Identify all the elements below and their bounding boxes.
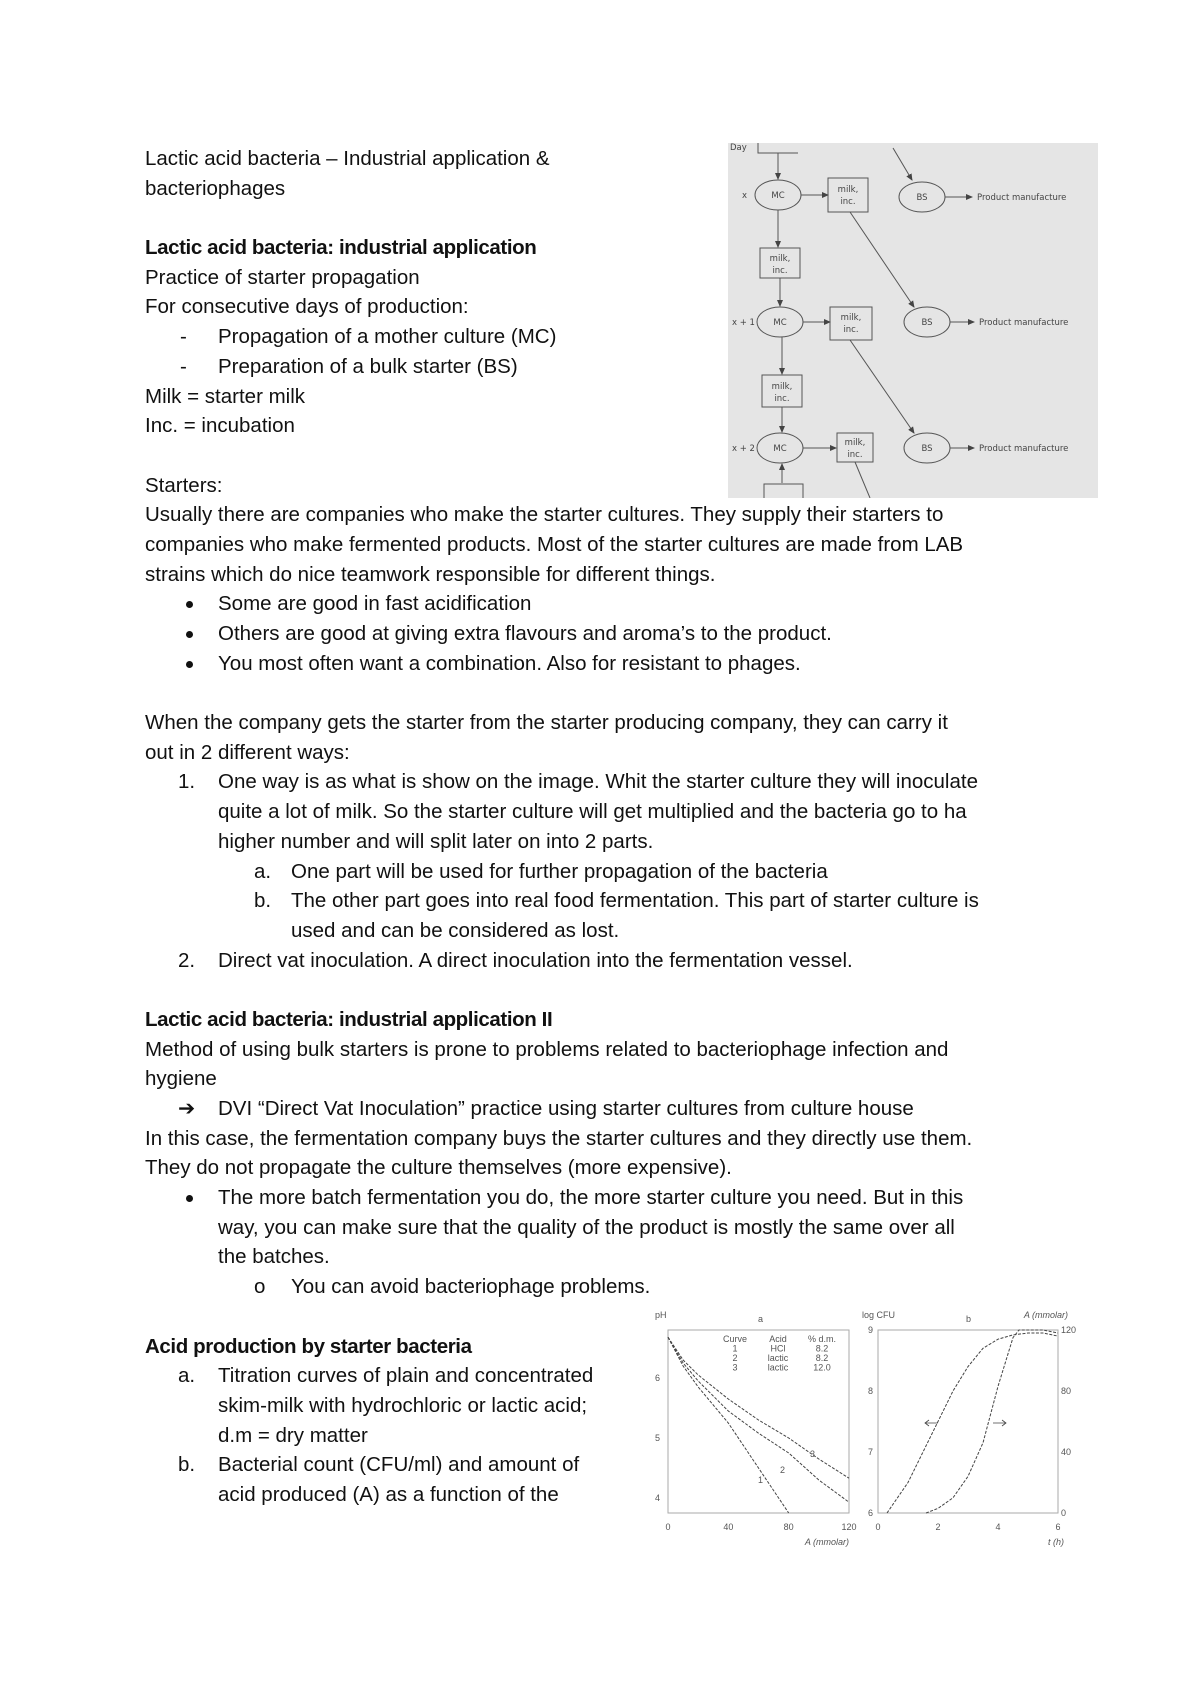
- x-tick-label: 2: [935, 1522, 941, 1532]
- letter-marker: a.: [254, 859, 272, 883]
- numbered-item: [145, 767, 1045, 797]
- text-line: Method of using bulk starters is prone to problems related to bacteriophage infection and: [145, 1037, 949, 1061]
- bs-label: BS: [921, 444, 933, 454]
- text-line: When the company gets the starter from the starter producing company, they can carry it: [145, 711, 948, 735]
- bullet-item: [145, 589, 1045, 619]
- item-text: d.m = dry matter: [218, 1423, 368, 1447]
- day-label: Day: [730, 143, 747, 153]
- y-axis-label: log CFU: [862, 1310, 896, 1320]
- milk-inc-box: [830, 307, 872, 340]
- product-label: Product manufacture: [979, 318, 1069, 328]
- section-heading-3: Acid production by starter bacteria: [145, 1334, 472, 1358]
- bottom-box-edge: [764, 484, 803, 498]
- bullet-item: [145, 619, 1045, 649]
- item-text: Direct vat inoculation. A direct inoculation into the fermentation vessel.: [218, 948, 853, 972]
- item-text: Bacterial count (CFU/ml) and amount of: [218, 1453, 580, 1477]
- legend-cell: lactic: [767, 1362, 789, 1373]
- starter-propagation-diagram: [728, 143, 1098, 498]
- arrow-item: [145, 1094, 1045, 1124]
- product-label: Product manufacture: [979, 444, 1069, 454]
- x-tick-label: 6: [1055, 1522, 1061, 1532]
- y2-axis-label: A (mmolar): [1023, 1310, 1068, 1320]
- text-line: Usually there are companies who make the starter cultures. They supply their starters to: [145, 503, 944, 527]
- text-line: They do not propagate the culture themselves (more expensive).: [145, 1156, 732, 1180]
- bs-label: BS: [921, 318, 933, 328]
- y-tick-label: 7: [867, 1447, 873, 1457]
- inc-label: inc.: [843, 325, 859, 335]
- bullet-icon: [186, 601, 193, 608]
- top-box-edge: [758, 143, 798, 153]
- right-axis-arrow-icon: [993, 1420, 1006, 1426]
- item-text: acid produced (A) as a function of the: [218, 1482, 559, 1506]
- milk-label: milk,: [844, 438, 866, 448]
- y-axis-label: pH: [655, 1310, 667, 1320]
- row-label: x + 1: [732, 318, 755, 328]
- row-label: x: [742, 191, 748, 201]
- text-line: In this case, the fermentation company buys the starter cultures and they directly use them.: [145, 1126, 973, 1150]
- mc-label: MC: [773, 318, 787, 328]
- numbered-item: [145, 946, 1045, 976]
- bullet-text: Some are good in fast acidification: [218, 592, 532, 616]
- inc-label: inc.: [847, 450, 863, 460]
- bullet-icon: [186, 1195, 193, 1202]
- x-tick-label: 4: [995, 1522, 1001, 1532]
- bullet-text: You most often want a combination. Also for resistant to phages.: [218, 651, 801, 675]
- section-heading-1: Lactic acid bacteria: industrial application: [145, 236, 537, 260]
- sub-bullet-item: [145, 1272, 1045, 1302]
- acid-production-charts: [650, 1310, 1100, 1570]
- x-tick-label: 0: [665, 1522, 671, 1532]
- item-text: used and can be considered as lost.: [291, 918, 620, 942]
- text-line: companies who make fermented products. Most of the starter cultures are made from LAB: [145, 532, 964, 556]
- inc-label: inc.: [772, 266, 788, 276]
- legend-cell: 1: [732, 1343, 738, 1354]
- y-tick-label: 9: [867, 1325, 873, 1335]
- y-tick-label: 6: [867, 1508, 873, 1518]
- mc-label: MC: [773, 444, 787, 454]
- item-text: higher number and will split later on into 2 parts.: [218, 829, 654, 853]
- text-line: For consecutive days of production:: [145, 295, 469, 319]
- inc-label: inc.: [840, 197, 856, 207]
- legend-cell: HCl: [770, 1343, 786, 1354]
- item-text: Titration curves of plain and concentrated: [218, 1364, 594, 1388]
- product-label: Product manufacture: [977, 193, 1067, 203]
- x-tick-label: 0: [875, 1522, 881, 1532]
- panel-label: a: [758, 1314, 764, 1324]
- legend-cell: 8.2: [815, 1343, 829, 1354]
- milk-label: milk,: [769, 254, 791, 264]
- x-tick-label: 80: [783, 1522, 794, 1532]
- text-line: Milk = starter milk: [145, 384, 306, 408]
- y-tick-label: 8: [867, 1386, 873, 1396]
- x-axis-label: t (h): [1047, 1537, 1064, 1547]
- row-label: x + 2: [732, 444, 755, 454]
- item-text: skim-milk with hydrochloric or lactic acid;: [218, 1393, 588, 1417]
- x-tick-label: 40: [723, 1522, 734, 1532]
- bullet-text: You can avoid bacteriophage problems.: [291, 1275, 651, 1299]
- y-tick-label: 4: [654, 1493, 660, 1503]
- dash-marker: -: [180, 354, 187, 378]
- milk-label: milk,: [837, 185, 859, 195]
- number-marker: 2.: [178, 948, 196, 972]
- curve-a: [926, 1330, 1058, 1513]
- inc-label: inc.: [774, 394, 790, 404]
- x-axis-label: A (mmolar): [804, 1537, 849, 1547]
- arrow-icon: ➔: [178, 1097, 196, 1120]
- y2-tick-label: 0: [1061, 1508, 1067, 1518]
- legend-cell: 3: [732, 1362, 738, 1373]
- text-line: Practice of starter propagation: [145, 265, 420, 289]
- sub-item: [145, 886, 1045, 916]
- curve-label: 2: [780, 1465, 786, 1475]
- y2-tick-label: 120: [1061, 1325, 1077, 1335]
- bullet-text: The more batch fermentation you do, the more starter culture you need. But in this: [218, 1186, 964, 1210]
- dash-text: Propagation of a mother culture (MC): [218, 325, 557, 349]
- section-heading-2: Lactic acid bacteria: industrial application II: [145, 1007, 553, 1031]
- milk-label: milk,: [840, 313, 862, 323]
- item-text: One way is as what is show on the image. Whit the starter culture they will inoculate: [218, 770, 978, 794]
- y2-tick-label: 40: [1061, 1447, 1072, 1457]
- doc-title-line-2: bacteriophages: [145, 176, 286, 200]
- letter-marker: b.: [178, 1453, 196, 1477]
- text-line: out in 2 different ways:: [145, 740, 350, 764]
- legend-cell: 2: [732, 1353, 738, 1363]
- starters-label: Starters:: [145, 473, 223, 497]
- item-text: One part will be used for further propagation of the bacteria: [291, 859, 828, 883]
- legend-header: % d.m.: [807, 1334, 837, 1344]
- y-tick-label: 6: [654, 1373, 660, 1383]
- bullet-item: [145, 649, 1045, 679]
- y-tick-label: 5: [654, 1433, 660, 1443]
- mc-label: MC: [771, 191, 785, 201]
- doc-title-line-1: Lactic acid bacteria – Industrial application &: [145, 147, 550, 170]
- curve-label: 1: [758, 1475, 764, 1485]
- text-line: hygiene: [145, 1067, 217, 1091]
- milk-label: milk,: [771, 382, 793, 392]
- plot-frame: [878, 1330, 1058, 1513]
- number-marker: 1.: [178, 770, 196, 794]
- bullet-icon: [186, 661, 193, 668]
- legend-cell: 8.2: [815, 1353, 829, 1363]
- legend-header: Curve: [722, 1334, 748, 1344]
- legend-cell: 12.0: [813, 1362, 831, 1373]
- bs-label: BS: [916, 193, 928, 203]
- titration-chart: [655, 1310, 857, 1547]
- letter-marker: b.: [254, 889, 272, 913]
- curve-label: 3: [810, 1449, 816, 1459]
- item-text: quite a lot of milk. So the starter culture will get multiplied and the bacteria go to ha: [218, 800, 967, 824]
- legend-cell: lactic: [767, 1353, 789, 1363]
- bullet-text: Others are good at giving extra flavours and aroma’s to the product.: [218, 622, 832, 645]
- x-tick-label: 120: [841, 1522, 857, 1532]
- text-line: strains which do nice teamwork responsible for different things.: [145, 562, 716, 586]
- curve-log-cfu: [887, 1333, 1058, 1513]
- dash-marker: -: [180, 325, 187, 349]
- item-text: The other part goes into real food fermentation. This part of starter culture is: [291, 889, 979, 913]
- y2-tick-label: 80: [1061, 1386, 1072, 1396]
- bullet-item: [145, 1183, 1045, 1213]
- dash-text: Preparation of a bulk starter (BS): [218, 354, 518, 378]
- circle-bullet-icon: o: [254, 1275, 266, 1299]
- legend-header: Acid: [769, 1334, 787, 1344]
- growth-acid-chart: [862, 1310, 1076, 1547]
- sub-item: [145, 857, 1045, 887]
- panel-label: b: [966, 1314, 972, 1324]
- bullet-text: way, you can make sure that the quality of the product is mostly the same over all: [218, 1215, 955, 1239]
- letter-marker: a.: [178, 1364, 196, 1388]
- item-text: DVI “Direct Vat Inoculation” practice using starter cultures from culture house: [218, 1097, 914, 1120]
- bullet-text: the batches.: [218, 1245, 330, 1269]
- text-line: Inc. = incubation: [145, 414, 295, 438]
- bullet-icon: [186, 631, 193, 638]
